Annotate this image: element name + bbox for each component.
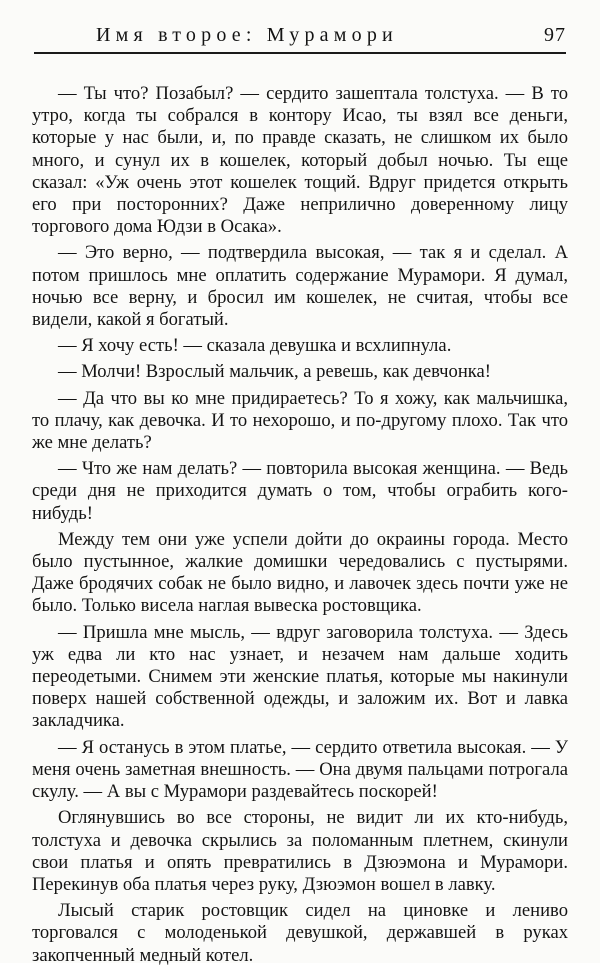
running-header [34, 18, 566, 54]
paragraph: Между тем они уже успели дойти до окраины города. Место было пустынное, жалкие домишки чередовались с пустырями. Даже бродячих собак не было видно, и лавочек здесь почти уже не было. Только висела наглая вывеска ростовщика. [32, 528, 568, 617]
running-title: Имя второе: Мурамори [96, 23, 398, 46]
paragraph: — Это верно, — подтвердила высокая, — так я и сделал. А потом пришлось мне оплатить содержание Мурамори. Я думал, ночью все верну, и бросил им кошелек, не считая, чтобы все видели, какой я богатый. [32, 242, 568, 331]
paragraph: — Ты что? Позабыл? — сердито зашептала толстуха. — В то утро, когда ты собрался в контору Исао, ты взял все деньги, которые у нас были, и, по правде сказать, не слишком их было много, и сунул их в кошелек, который добыл ночью. Ты еще сказал: «Уж очень этот кошелек тощий. Вдруг придется открыть его при посторонних? Даже неприлично доверенному лицу торгового дома Юдзи в Осака». [32, 83, 568, 238]
paragraph: — Молчи! Взрослый мальчик, а ревешь, как девчонка! [58, 361, 491, 383]
paragraph: — Что же нам делать? — повторила высокая женщина. — Ведь среди дня не приходится думать о том, чтобы ограбить кого-нибудь! [32, 458, 568, 524]
paragraph: — Я хочу есть! — сказала девушка и всхлипнула. [58, 335, 452, 357]
paragraph: Оглянувшись во все стороны, не видит ли их кто-нибудь, толстуха и девочка скрылись за поломанным плетнем, скинули свои платья и опять превратились в Дзюэмона и Мурамори. Перекинув оба платья через руку, Дзюэмон вошел в лавку. [32, 807, 568, 895]
paragraph: — Я останусь в этом платье, — сердито ответила высокая. — У меня очень заметная внешность. — Она двумя пальцами потрогала скулу. — А вы с Мурамори раздевайтесь поскорей! [32, 736, 568, 803]
body-text [32, 83, 568, 967]
paragraph: Лысый старик ростовщик сидел на циновке и лениво торговался с молоденькой девушкой, державшей в руках закопченный медный котел. [32, 900, 568, 966]
page-number: 97 [544, 23, 566, 46]
paragraph: — Да что вы ко мне придираетесь? То я хожу, как мальчишка, то плачу, как девочка. И то нехорошо, и по-другому плохо. Так что же мне делать? [32, 387, 568, 454]
paragraph: — Пришла мне мысль, — вдруг заговорила толстуха. — Здесь уж едва ли кто нас узнает, и незачем нам дальше ходить переодетыми. Снимем эти женские платья, которые мы накинули поверх нашей собственной одежды, и заложим их. Вот и лавка закладчика. [32, 621, 568, 732]
